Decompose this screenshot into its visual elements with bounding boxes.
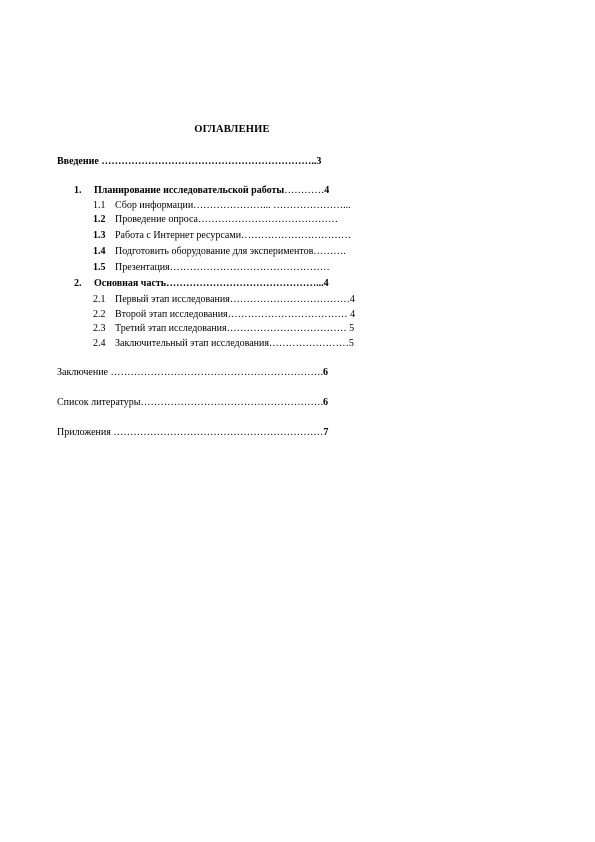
- toc-subsection-1-5: [93, 261, 330, 274]
- toc-section-number: 1.: [74, 185, 82, 196]
- toc-entry-text: Список литературы……………………………………………….: [57, 397, 323, 408]
- toc-section-1: [74, 184, 329, 197]
- toc-subsection-number: 2.1: [93, 294, 106, 305]
- toc-subsection-text: Работа с Интернет ресурсами……………………………: [115, 230, 352, 241]
- toc-section-2: [74, 277, 329, 290]
- toc-page-number: 6: [323, 367, 328, 378]
- toc-subsection-number: 1.1: [93, 200, 106, 211]
- toc-subsection-2-2: [93, 308, 355, 321]
- toc-subsection-text: Сбор информации…………………... …………………...: [115, 200, 351, 211]
- toc-references: [57, 396, 328, 409]
- toc-subsection-number: 1.2: [93, 214, 106, 225]
- toc-subsection-2-3: [93, 322, 354, 335]
- toc-subsection-number: 2.2: [93, 309, 106, 320]
- toc-subsection-text: Второй этап исследования……………………………… 4: [115, 309, 356, 320]
- toc-subsection-1-1: [93, 199, 351, 212]
- toc-page-number: 6: [322, 397, 328, 408]
- toc-entry-text: Приложения ………………………………………………………: [57, 427, 324, 438]
- toc-subsection-text: Презентация…………………………………………: [115, 262, 330, 273]
- toc-appendix: [57, 426, 328, 439]
- toc-page-number: 7: [323, 427, 329, 438]
- toc-section-number: 2.: [74, 278, 82, 289]
- toc-subsection-text: Первый этап исследования………………………………4: [115, 294, 355, 305]
- toc-subsection-1-4: [93, 245, 346, 258]
- toc-entry-text: Заключение ……………………………………………………….: [57, 367, 323, 378]
- toc-subsection-2-1: [93, 293, 355, 306]
- toc-subsection-number: 1.4: [93, 246, 106, 257]
- toc-subsection-number: 2.3: [93, 323, 106, 334]
- toc-leader-dots: …………: [284, 185, 325, 196]
- toc-subsection-1-2: [93, 213, 338, 226]
- toc-subsection-text: Третий этап исследования……………………………… 5: [115, 323, 355, 334]
- toc-intro: Введение ………………………………………………………..3: [57, 156, 322, 167]
- toc-conclusion: [57, 366, 328, 379]
- toc-subsection-2-4: [93, 337, 354, 350]
- toc-subsection-1-3: [93, 229, 351, 242]
- toc-section-title: Основная часть………………………………………...4: [94, 278, 329, 289]
- toc-title: ОГЛАВЛЕНИЕ: [194, 124, 270, 135]
- toc-section-title: Планирование исследовательской работы: [94, 185, 285, 196]
- toc-subsection-number: 2.4: [93, 338, 106, 349]
- toc-subsection-number: 1.5: [93, 262, 106, 273]
- toc-subsection-number: 1.3: [93, 230, 106, 241]
- toc-subsection-text: Проведение опроса……………………………………: [115, 214, 338, 225]
- toc-page-number: 4: [324, 185, 330, 196]
- toc-subsection-text: Заключительный этап исследования……………………5: [115, 338, 354, 349]
- toc-subsection-text: Подготовить оборудование для экспериментов……….: [115, 246, 346, 257]
